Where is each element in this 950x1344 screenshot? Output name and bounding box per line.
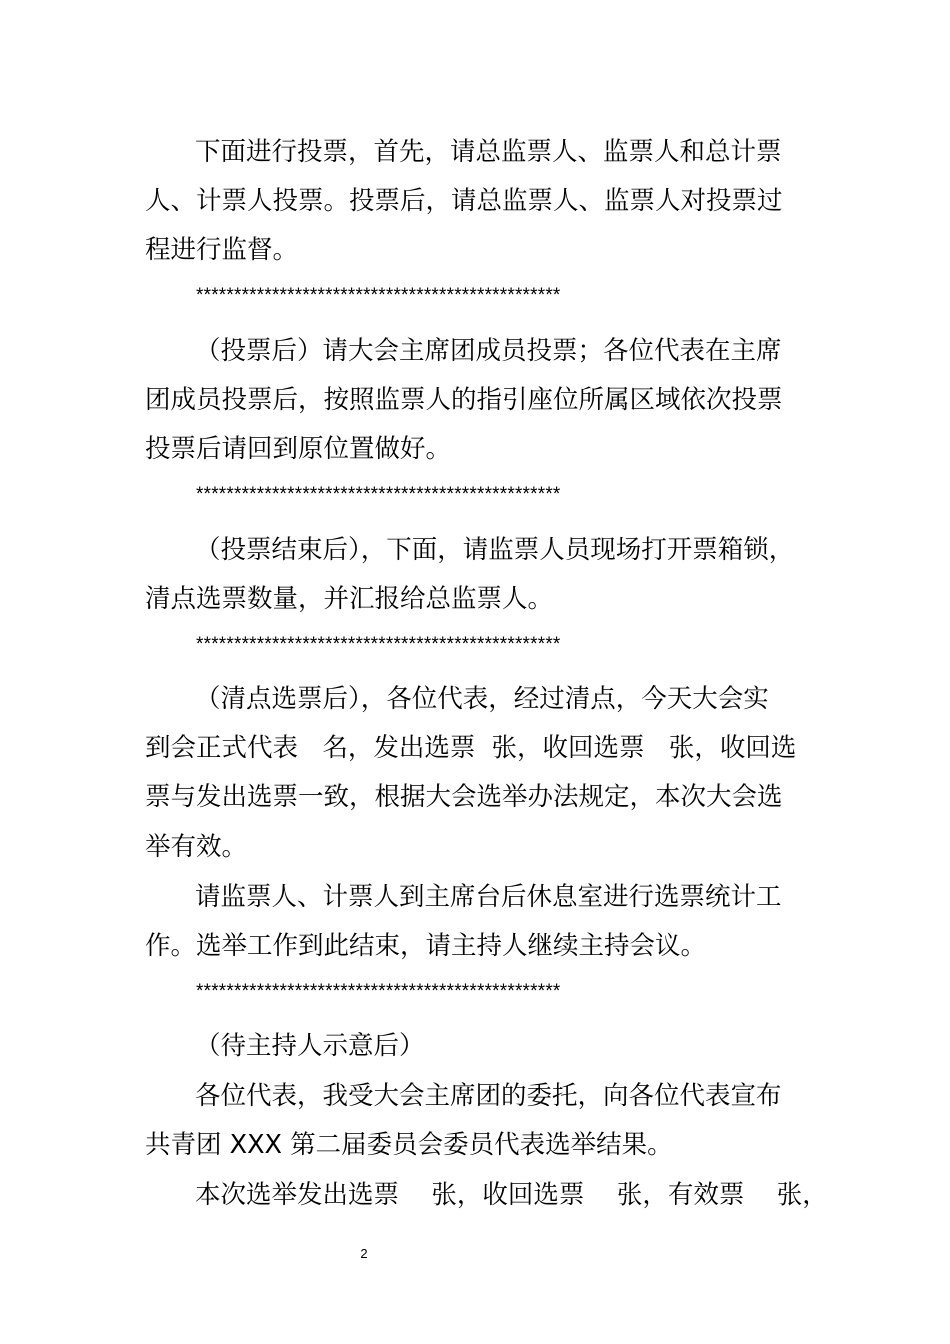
paragraph-2-line-1: （投票后）请大会主席团成员投票；各位代表在主席	[195, 336, 782, 366]
paragraph-7-line-1: 各位代表，我受大会主席团的委托，向各位代表宣布	[195, 1081, 782, 1111]
paragraph-6-line-1: （待主持人示意后）	[195, 1031, 425, 1061]
separator-3: ************************************************	[196, 634, 561, 655]
paragraph-4-line-1: （清点选票后），各位代表，经过清点，今天大会实	[195, 684, 769, 714]
paragraph-4-line-3: 票与发出选票一致，根据大会选举办法规定，本次大会选	[145, 782, 783, 812]
paragraph-3-line-1: （投票结束后），下面，请监票人员现场打开票箱锁，	[195, 535, 795, 565]
paragraph-4-line-4: 举有效。	[145, 832, 248, 862]
paragraph-1-line-3: 程进行监督。	[145, 235, 299, 265]
paragraph-5-line-2: 作。选举工作到此结束，请主持人继续主持会议。	[145, 931, 707, 961]
paragraph-8-line-1: 本次选举发出选票 张，收回选票 张，有效票 张，	[195, 1180, 828, 1210]
separator-1: ************************************************	[196, 285, 561, 306]
paragraph-5-line-1: 请监票人、计票人到主席台后休息室进行选票统计工	[195, 882, 782, 912]
paragraph-3-line-2: 清点选票数量，并汇报给总监票人。	[145, 584, 554, 614]
paragraph-2-line-2: 团成员投票后，按照监票人的指引座位所属区域依次投票	[145, 385, 783, 415]
separator-4: ************************************************	[196, 981, 561, 1002]
paragraph-7-line-2: 共青团 XXX 第二届委员会委员代表选举结果。	[145, 1130, 673, 1160]
paragraph-2-line-3: 投票后请回到原位置做好。	[145, 434, 452, 464]
paragraph-4-line-2: 到会正式代表 名，发出选票 张，收回选票 张，收回选	[145, 733, 797, 763]
page-number: 2	[360, 1246, 368, 1261]
separator-2: ************************************************	[196, 484, 561, 505]
paragraph-1-line-1: 下面进行投票，首先，请总监票人、监票人和总计票	[195, 137, 782, 167]
paragraph-1-line-2: 人、计票人投票。投票后，请总监票人、监票人对投票过	[145, 186, 783, 216]
